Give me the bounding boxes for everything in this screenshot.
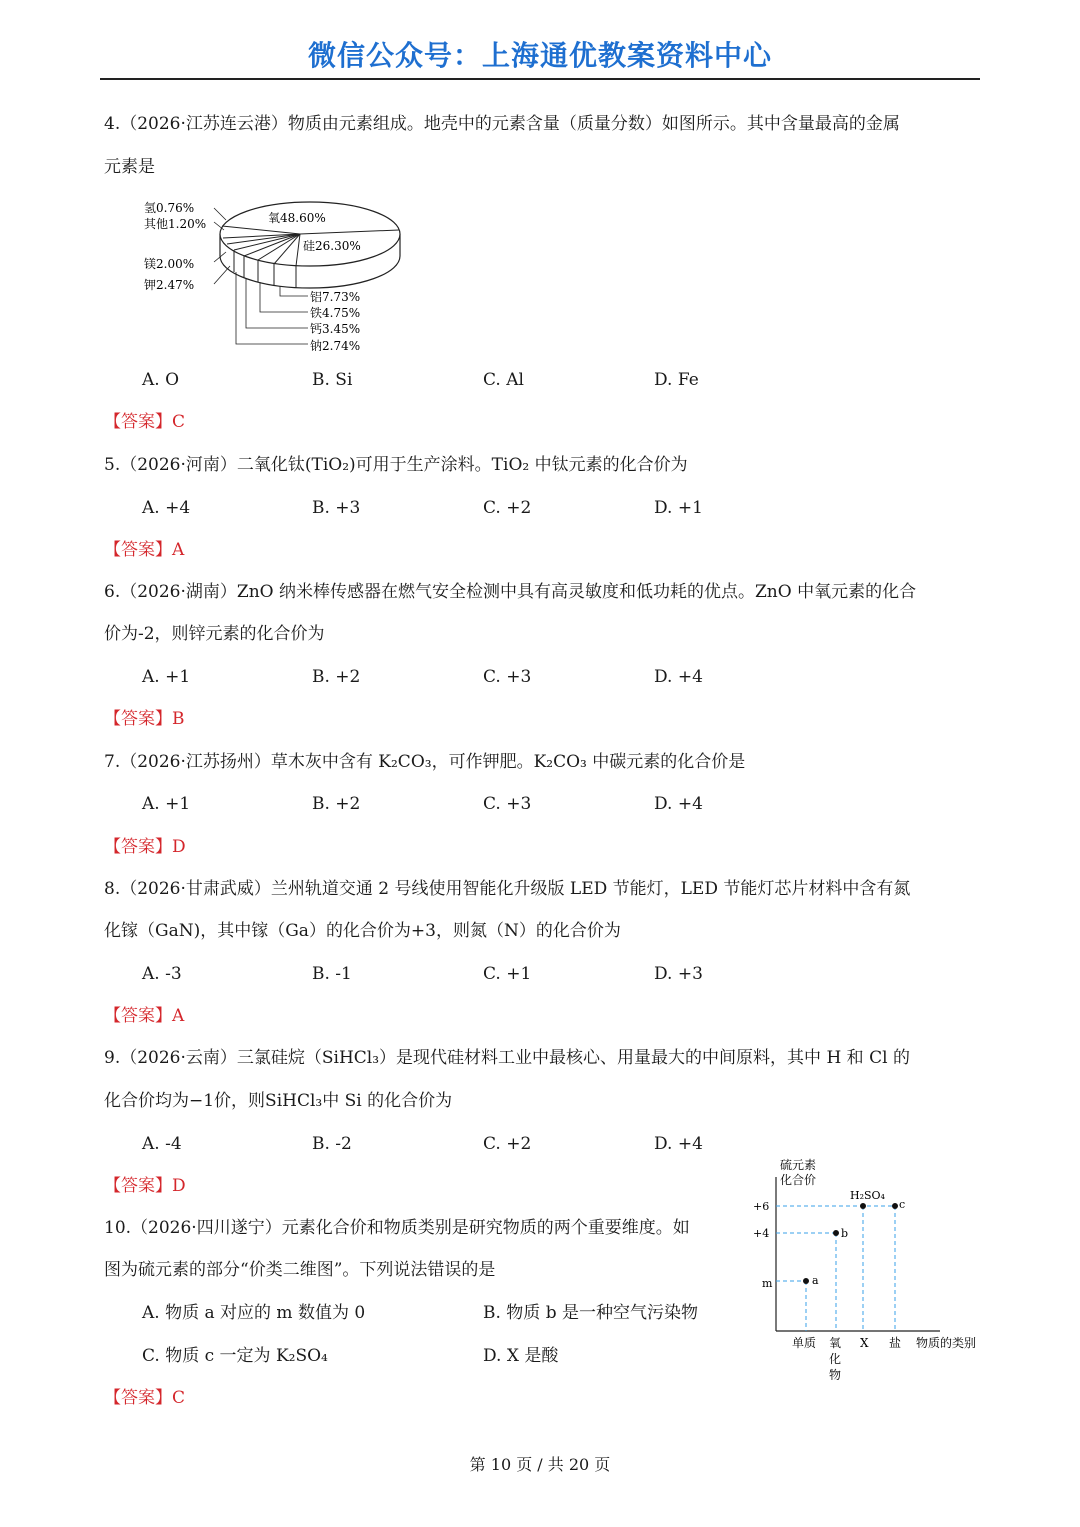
q8-stem-line1: 8.（2026·甘肃武威）兰州轨道交通 2 号线使用智能化升级版 LED 节能灯，LED 节能灯芯片材料中含有氮: [104, 879, 911, 899]
crust-element-pie-figure: [140, 190, 410, 360]
q10-stem-line1: 10.（2026·四川遂宁）元素化合价和物质类别是研究物质的两个重要维度。如: [104, 1218, 690, 1238]
pie-label-sodium: 钠2.74%: [310, 339, 361, 353]
q7-option-b[interactable]: B. +2: [312, 794, 361, 814]
y-axis-title-line1: 硫元素: [780, 1158, 817, 1172]
q9-option-d[interactable]: D. +4: [654, 1134, 703, 1154]
y-tick-m: m: [762, 1277, 773, 1290]
q8-option-a[interactable]: A. -3: [142, 964, 182, 984]
q7-stem-line1: 7.（2026·江苏扬州）草木灰中含有 K₂CO₃，可作钾肥。K₂CO₃ 中碳元素的化合价是: [104, 752, 746, 772]
q4-option-d[interactable]: D. Fe: [654, 370, 699, 390]
q5-option-a[interactable]: A. +4: [142, 498, 191, 518]
point-label-b: b: [841, 1227, 849, 1240]
q4-stem-line2: 元素是: [104, 157, 155, 177]
q4-option-a[interactable]: A. O: [142, 370, 180, 390]
pie-label-silicon: 硅26.30%: [303, 239, 361, 253]
pie-label-aluminum: 铝7.73%: [310, 290, 361, 304]
q6-option-c[interactable]: C. +3: [483, 667, 532, 687]
y-axis-title-line2: 化合价: [780, 1173, 817, 1187]
point-c: [892, 1203, 898, 1209]
page-header: [100, 36, 980, 80]
q8-answer: 【答案】A: [104, 1006, 185, 1026]
q6-stem-line1: 6.（2026·湖南）ZnO 纳米棒传感器在燃气安全检测中具有高灵敏度和低功耗的优点。ZnO 中氧元素的化合: [104, 582, 917, 602]
x-tick-x: X: [860, 1336, 869, 1350]
h2so4-label: H₂SO₄: [850, 1189, 885, 1202]
q9-stem-line1: 9.（2026·云南）三氯硅烷（SiHCl₃）是现代硅材料工业中最核心、用量最大的中间原料，其中 H 和 Cl 的: [104, 1048, 910, 1068]
pie-label-iron: 铁4.75%: [310, 306, 361, 320]
x-tick-elemental: 单质: [792, 1336, 817, 1350]
q4-stem-line1: 4.（2026·江苏连云港）物质由元素组成。地壳中的元素含量（质量分数）如图所示。其中含量最高的金属: [104, 114, 900, 134]
y-tick-plus6: +6: [753, 1200, 770, 1213]
q9-option-a[interactable]: A. -4: [142, 1134, 182, 1154]
header-title: 微信公众号：上海通优教案资料中心: [307, 39, 772, 72]
pie-label-calcium: 钙3.45%: [310, 322, 361, 336]
pie-label-magnesium: 镁2.00%: [144, 257, 195, 271]
q7-answer: 【答案】D: [104, 837, 186, 857]
q9-option-b[interactable]: B. -2: [312, 1134, 352, 1154]
q8-option-d[interactable]: D. +3: [654, 964, 703, 984]
x-axis-title: 物质的类别: [916, 1336, 977, 1350]
pie-label-potassium: 钾2.47%: [144, 278, 195, 292]
q10-answer: 【答案】C: [104, 1388, 186, 1408]
q9-answer: 【答案】D: [104, 1176, 186, 1196]
point-label-a: a: [812, 1274, 819, 1287]
q7-option-d[interactable]: D. +4: [654, 794, 703, 814]
q10-option-d[interactable]: D. X 是酸: [483, 1346, 559, 1366]
q6-option-a[interactable]: A. +1: [142, 667, 191, 687]
q4-answer: 【答案】C: [104, 412, 186, 432]
point-h2so4: [860, 1203, 866, 1209]
q8-option-b[interactable]: B. -1: [312, 964, 352, 984]
q6-option-b[interactable]: B. +2: [312, 667, 361, 687]
point-a: [803, 1278, 809, 1284]
q4-option-b[interactable]: B. Si: [312, 370, 353, 390]
pie-label-hydrogen: 氢0.76%: [144, 201, 195, 215]
pie-label-oxygen: 氧48.60%: [268, 211, 326, 225]
q5-stem-line1: 5.（2026·河南）二氧化钛(TiO₂)可用于生产涂料。TiO₂ 中钛元素的化合价为: [104, 455, 688, 475]
q9-option-c[interactable]: C. +2: [483, 1134, 532, 1154]
q10-stem-line2: 图为硫元素的部分“价类二维图”。下列说法错误的是: [104, 1260, 496, 1280]
y-tick-plus4: +4: [753, 1227, 770, 1240]
q10-option-a[interactable]: A. 物质 a 对应的 m 数值为 0: [142, 1303, 366, 1323]
q5-option-b[interactable]: B. +3: [312, 498, 361, 518]
x-tick-salt: 盐: [889, 1336, 902, 1350]
q6-answer: 【答案】B: [104, 709, 185, 729]
q4-option-c[interactable]: C. Al: [483, 370, 524, 390]
q6-stem-line2: 价为-2，则锌元素的化合价为: [104, 624, 325, 644]
q5-answer: 【答案】A: [104, 540, 185, 560]
point-b: [833, 1230, 839, 1236]
q8-option-c[interactable]: C. +1: [483, 964, 532, 984]
point-label-c: c: [899, 1198, 906, 1211]
q5-option-d[interactable]: D. +1: [654, 498, 703, 518]
q6-option-d[interactable]: D. +4: [654, 667, 703, 687]
x-tick-oxide: 氧化物: [829, 1336, 842, 1382]
page-footer: 第 10 页 / 共 20 页: [469, 1455, 611, 1474]
q7-option-c[interactable]: C. +3: [483, 794, 532, 814]
sulfur-valence-category-diagram: [750, 1155, 1000, 1390]
q10-option-b[interactable]: B. 物质 b 是一种空气污染物: [483, 1303, 698, 1323]
q7-option-a[interactable]: A. +1: [142, 794, 191, 814]
pie-label-other: 其他1.20%: [144, 217, 207, 231]
q5-option-c[interactable]: C. +2: [483, 498, 532, 518]
q8-stem-line2: 化镓（GaN)，其中镓（Ga）的化合价为+3，则氮（N）的化合价为: [104, 921, 621, 941]
q9-stem-line2: 化合价均为−1价，则SiHCl₃中 Si 的化合价为: [104, 1091, 453, 1111]
q10-option-c[interactable]: C. 物质 c 一定为 K₂SO₄: [142, 1346, 328, 1366]
